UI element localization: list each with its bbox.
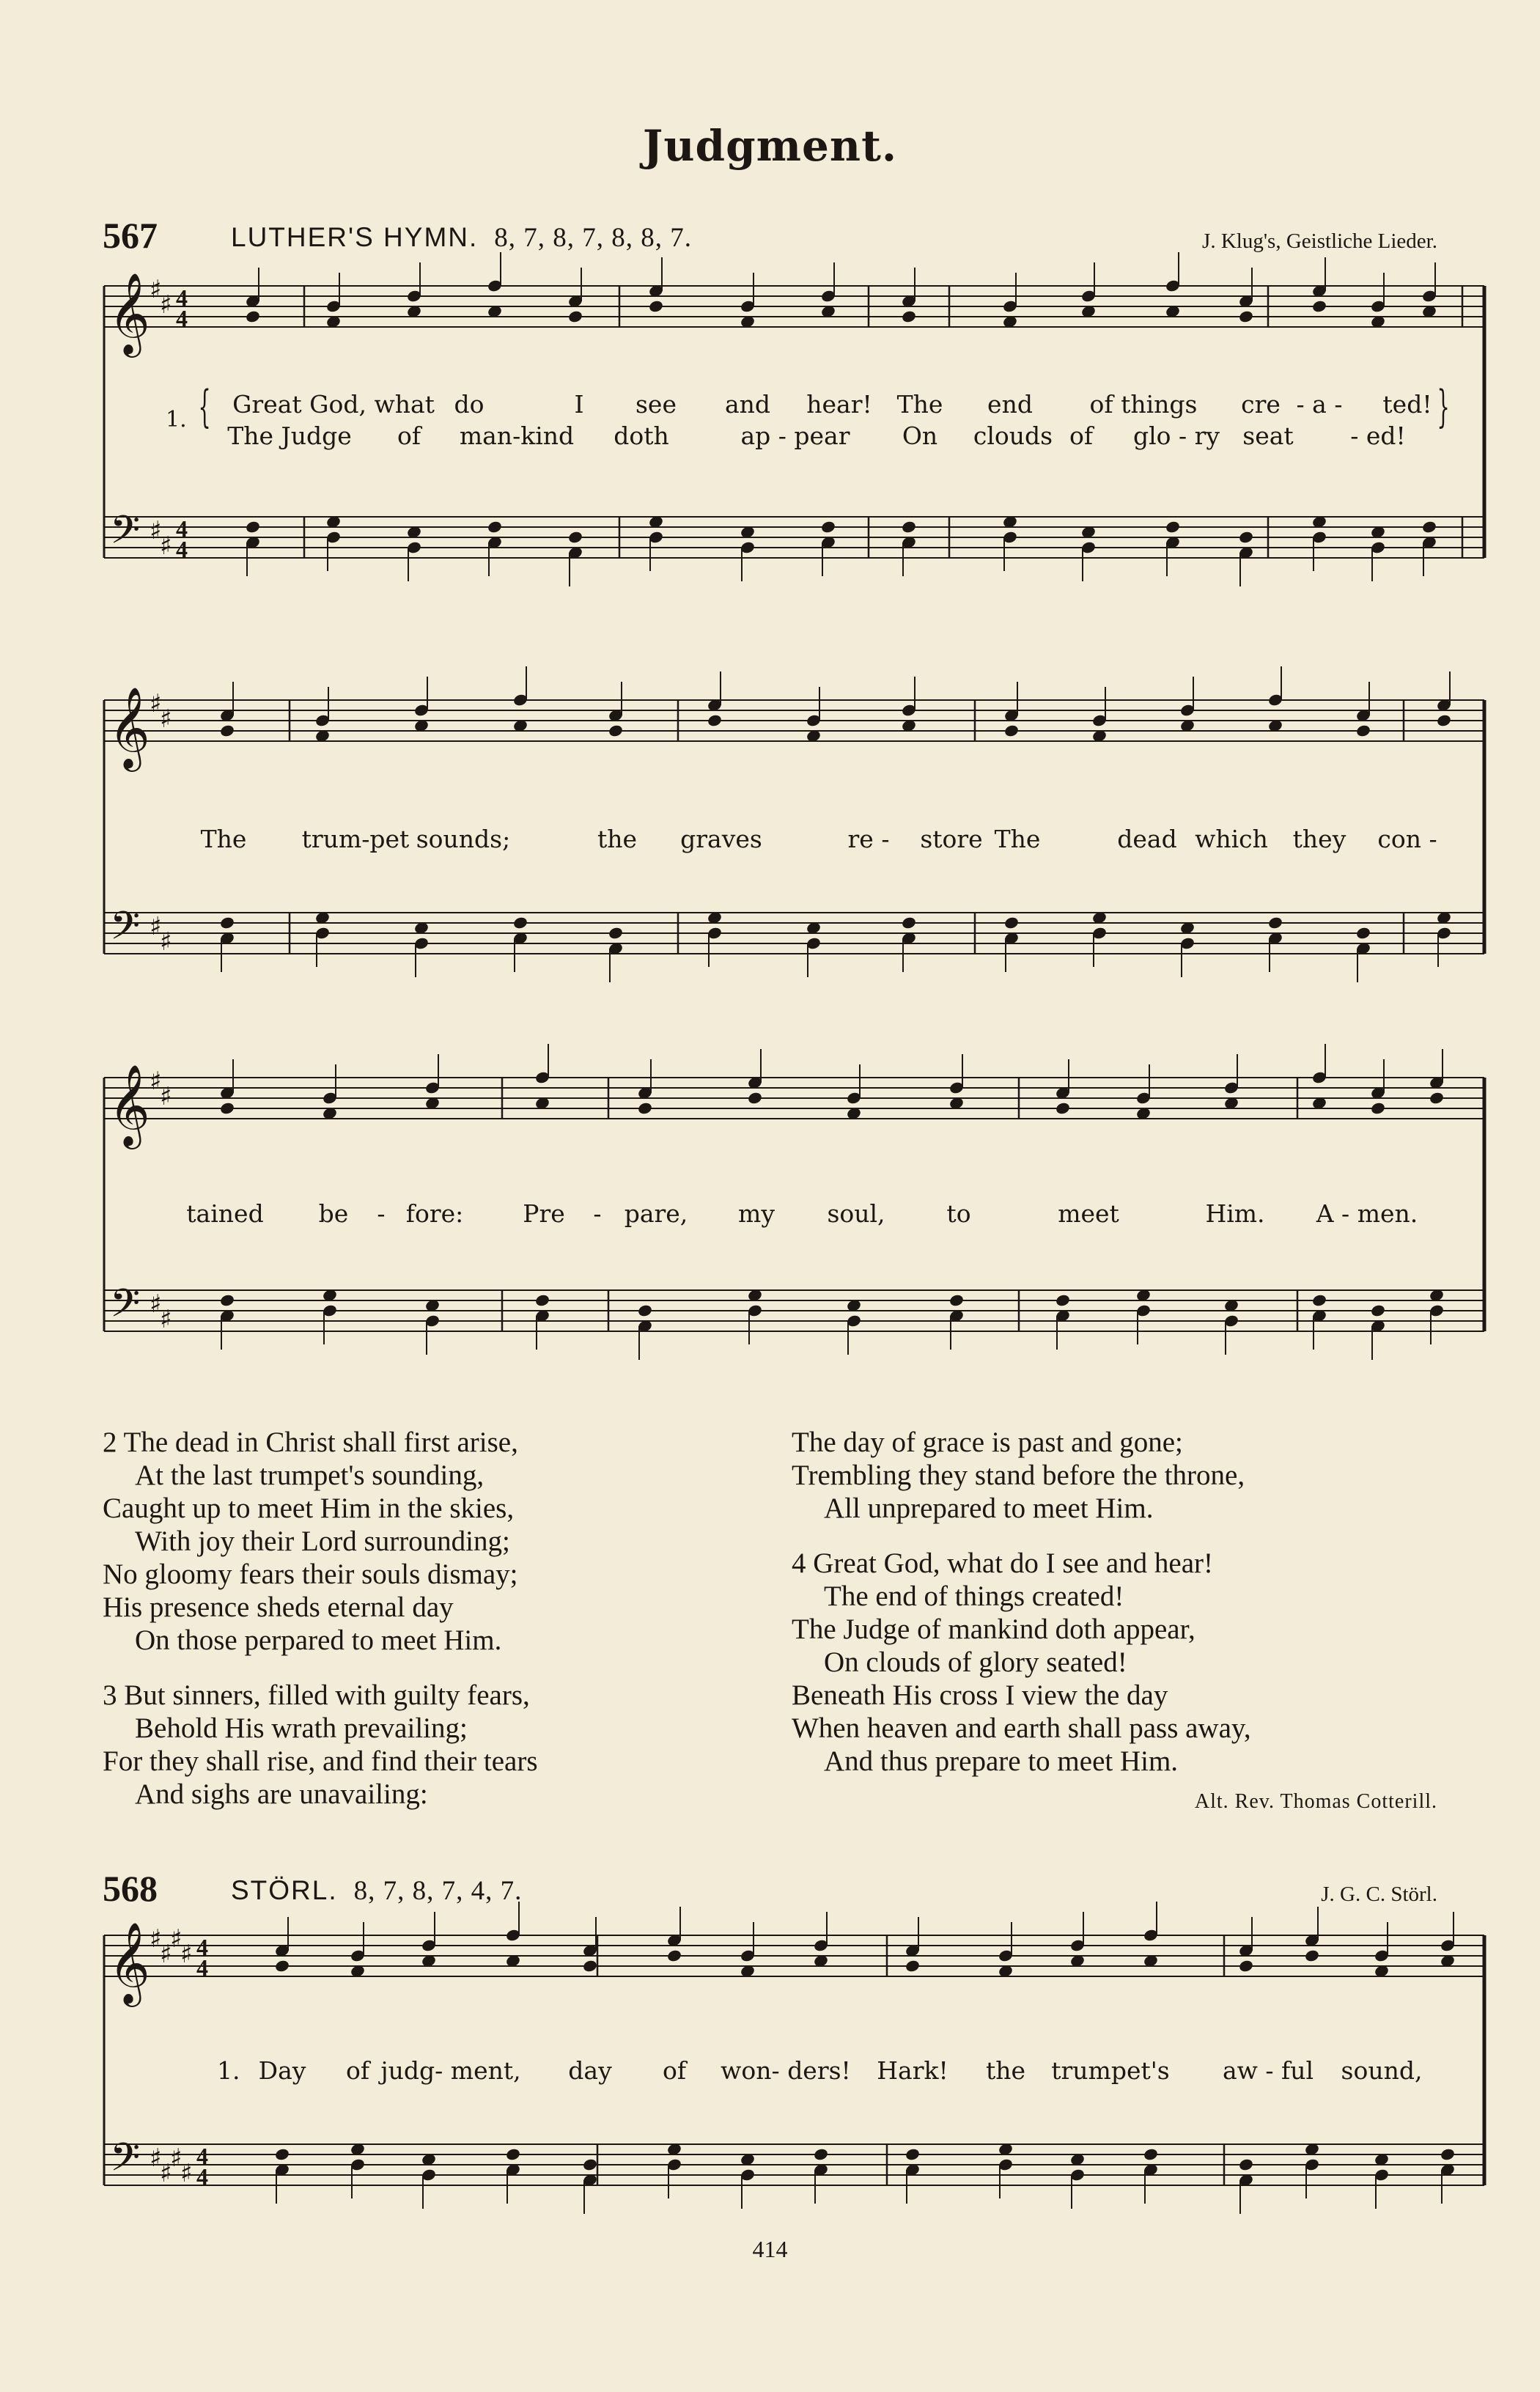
verse-brace-open: { (198, 381, 211, 433)
lyric-syllable: The (896, 390, 943, 419)
verse-number: 1. (217, 2056, 240, 2085)
note-head (901, 520, 917, 534)
tune-title: LUTHER'S HYMN. (231, 222, 479, 252)
note-head (1436, 713, 1452, 727)
lyric-syllable: my (738, 1199, 775, 1228)
note-head (1311, 1293, 1327, 1307)
lyric-syllable: sound, (1341, 2056, 1423, 2085)
note-head (567, 530, 583, 544)
note-head (1238, 530, 1254, 544)
verse-gap (103, 1657, 538, 1679)
lyric-syllable: con - (1377, 825, 1437, 853)
lyric-syllable: I (574, 390, 584, 419)
page-title: Judgment. (642, 121, 898, 171)
bass-clef-icon: 𝄢 (110, 508, 141, 562)
note-head (534, 1293, 550, 1307)
verse-line: At the last trumpet's sounding, (135, 1460, 485, 1491)
verse-line: No gloomy fears their souls dismay; (103, 1559, 518, 1590)
lyric-syllable: tained (186, 1199, 264, 1228)
lyric-syllable: ap - pear (740, 422, 850, 450)
note-head (505, 2147, 521, 2161)
lyric-syllable: which (1195, 825, 1268, 853)
lyric-syllable: A - men. (1316, 1199, 1418, 1228)
lyric-syllable: The (994, 825, 1041, 853)
verse-line: All unprepared to meet Him. (824, 1493, 1154, 1524)
note-head (637, 1101, 653, 1115)
lyric-syllable: - (593, 1199, 602, 1228)
note-head (637, 1303, 653, 1317)
sharp-icon: ♯ (180, 2159, 193, 2188)
lyric-syllable: ted! (1382, 390, 1432, 419)
verse-brace-close: } (1437, 381, 1450, 433)
verse-line: With joy their Lord surrounding; (135, 1526, 510, 1557)
note-head (582, 1959, 598, 1973)
note-head (820, 520, 836, 534)
verse-column-left (103, 1426, 538, 1811)
lyric-syllable: On (902, 422, 938, 450)
verse-line: The day of grace is past and gone; (792, 1427, 1183, 1458)
note-head (1238, 1959, 1254, 1973)
verse-line: 3 But sinners, filled with guilty fears, (103, 1679, 530, 1711)
verse-line: When heaven and earth shall pass away, (792, 1712, 1251, 1744)
lyric-syllable: hear! (806, 390, 872, 419)
note-head (1304, 1948, 1320, 1962)
verse-column-right (792, 1426, 1251, 1778)
sharp-icon: ♯ (160, 1082, 172, 1111)
lyric-syllable: the (597, 825, 638, 853)
page-number: 414 (752, 2236, 788, 2262)
time-signature-top: 4 (176, 515, 188, 542)
lyric-syllable: they (1292, 825, 1346, 853)
time-signature-top: 4 (196, 2143, 208, 2169)
composer-credit: J. G. C. Störl. (1321, 1883, 1437, 1906)
time-signature-top: 4 (176, 284, 188, 311)
lyric-syllable: and (724, 390, 771, 419)
lyric-syllable: seat (1242, 422, 1294, 450)
note-head (582, 2157, 598, 2171)
treble-clef-icon: 𝄞 (108, 272, 150, 354)
lyric-syllable: - ed! (1350, 422, 1406, 450)
time-signature-bottom: 4 (196, 2163, 208, 2190)
time-signature-bottom: 4 (176, 305, 188, 331)
tune-name (231, 1875, 522, 1907)
sharp-icon: ♯ (160, 704, 172, 734)
sharp-icon: ♯ (160, 290, 172, 320)
note-head (905, 1959, 921, 1973)
lyric-syllable: doth (614, 422, 669, 450)
note-head (1370, 1303, 1386, 1317)
note-head (747, 1091, 763, 1105)
note-head (245, 520, 261, 534)
note-head (1165, 520, 1181, 534)
hymn-568-header (103, 1866, 1437, 1910)
sharp-icon: ♯ (160, 2159, 172, 2188)
note-head (1355, 926, 1371, 940)
note-head (274, 1959, 290, 1973)
composer-credit: J. Klug's, Geistliche Lieder. (1202, 229, 1437, 253)
note-head (901, 916, 917, 930)
note-head (1055, 1101, 1071, 1115)
lyric-syllable: dead (1117, 825, 1177, 853)
sharp-icon: ♯ (150, 1067, 162, 1096)
verse-line: The Judge of mankind doth appear, (792, 1613, 1195, 1645)
verse-number: 1. (166, 407, 187, 433)
sharp-icon: ♯ (150, 689, 162, 718)
lyric-syllable: graves (680, 825, 762, 853)
verse-line: His presence sheds eternal day (103, 1591, 454, 1623)
note-head (1370, 1101, 1386, 1115)
verse-line: The end of things created! (824, 1580, 1124, 1612)
bass-clef-icon: 𝄢 (110, 1281, 141, 1336)
lyric-syllable: clouds (973, 422, 1053, 450)
verse-line: 4 Great God, what do I see and hear! (792, 1548, 1214, 1579)
note-head (219, 916, 235, 930)
lyric-syllable: won- ders! (721, 2056, 851, 2085)
lyric-syllable: sounds; (416, 825, 511, 853)
note-head (901, 309, 917, 323)
sharp-icon: ♯ (170, 1924, 183, 1954)
note-head (813, 2147, 829, 2161)
time-signature-top: 4 (196, 1934, 208, 1960)
hymn-number: 568 (103, 1868, 158, 1909)
note-head (1238, 309, 1254, 323)
lyric-syllable: to (946, 1199, 971, 1228)
lyric-syllable: Day (258, 2056, 306, 2085)
lyric-syllable: man-kind (459, 422, 575, 450)
note-head (648, 299, 664, 313)
lyric-syllable: aw - ful (1222, 2056, 1314, 2085)
time-signature-bottom: 4 (176, 536, 188, 562)
sharp-icon: ♯ (160, 1940, 172, 1969)
sharp-icon: ♯ (150, 912, 162, 941)
note-head (219, 1293, 235, 1307)
lyric-syllable: pare, (624, 1199, 688, 1228)
treble-clef-icon: 𝄞 (108, 1921, 150, 2003)
lyric-syllable: trumpet's (1051, 2056, 1170, 2085)
sharp-icon: ♯ (150, 1924, 162, 1954)
note-head (948, 1293, 965, 1307)
lyric-syllable: of (1069, 422, 1094, 450)
lyric-syllable: re - (847, 825, 890, 853)
note-head (219, 1101, 235, 1115)
lyric-syllable: meet (1058, 1199, 1119, 1228)
note-head (1421, 520, 1437, 534)
lyric-syllable: Great God, what (232, 390, 435, 419)
verse-line: On those perpared to meet Him. (135, 1624, 502, 1656)
lyric-syllable: trum-pet (301, 825, 410, 853)
lyric-syllable: do (454, 390, 485, 419)
note-head (608, 724, 624, 737)
sharp-icon: ♯ (150, 2143, 162, 2173)
sharp-icon: ♯ (160, 927, 172, 957)
bass-clef-icon: 𝄢 (110, 904, 141, 958)
note-head (608, 926, 624, 940)
sharp-icon: ♯ (150, 1289, 162, 1319)
bass-clef-icon: 𝄢 (110, 2135, 141, 2190)
hymn-meter: 8, 7, 8, 7, 8, 8, 7. (494, 223, 693, 253)
sharp-icon: ♯ (160, 1305, 172, 1334)
lyric-syllable: of (345, 2056, 370, 2085)
sharp-icon: ♯ (150, 275, 162, 304)
lyric-syllable: end (987, 390, 1033, 419)
lyric-syllable: judg- ment, (380, 2056, 521, 2085)
lyric-syllable: - (377, 1199, 386, 1228)
note-head (1003, 916, 1020, 930)
tune-title: STÖRL. (231, 1875, 338, 1905)
note-head (274, 2147, 290, 2161)
lyric-syllable: of (397, 422, 421, 450)
verse-line: Beneath His cross I view the day (792, 1679, 1168, 1711)
verse-gap (792, 1525, 1251, 1547)
text-attribution: Alt. Rev. Thomas Cotterill. (1194, 1790, 1437, 1813)
lyric-syllable: cre (1241, 390, 1281, 419)
sharp-icon: ♯ (160, 531, 172, 561)
note-head (245, 309, 261, 323)
lyric-syllable: The Judge (227, 422, 352, 450)
lyric-syllable: be (318, 1199, 349, 1228)
note-head (666, 1948, 682, 1962)
lyric-syllable: glo - ry (1132, 422, 1220, 450)
note-head (1429, 1091, 1445, 1105)
verse-line: And sighs are unavailing: (135, 1778, 428, 1810)
verse-line: Behold His wrath prevailing; (135, 1712, 468, 1744)
lyric-syllable: store (920, 825, 983, 853)
lyric-syllable: of (662, 2056, 687, 2085)
note-head (512, 916, 528, 930)
note-head (1311, 299, 1327, 313)
time-signature-bottom: 4 (196, 1954, 208, 1981)
lyric-syllable: soul, (827, 1199, 885, 1228)
hymn-number: 567 (103, 215, 158, 256)
note-head (1055, 1293, 1071, 1307)
note-head (567, 309, 583, 323)
note-head (1440, 2147, 1456, 2161)
lyric-syllable: Pre (523, 1199, 565, 1228)
lyric-syllable: day (568, 2056, 612, 2085)
verse-line: For they shall rise, and find their tears (103, 1745, 538, 1777)
lyric-syllable: of things (1089, 390, 1198, 419)
lyric-syllable: fore: (405, 1199, 464, 1228)
note-head (219, 724, 235, 737)
verse-line: Caught up to meet Him in the skies, (103, 1493, 515, 1524)
lyric-syllable: the (985, 2056, 1026, 2085)
sharp-icon: ♯ (180, 1940, 193, 1969)
hymn-meter: 8, 7, 8, 7, 4, 7. (353, 1876, 523, 1906)
note-head (707, 713, 723, 727)
note-head (1355, 724, 1371, 737)
note-head (905, 2147, 921, 2161)
sharp-icon: ♯ (170, 2143, 183, 2173)
note-head (1238, 2157, 1254, 2171)
lyric-syllable: Him. (1205, 1199, 1265, 1228)
lyric-syllable: - a - (1296, 390, 1343, 419)
note-head (1267, 916, 1283, 930)
treble-clef-icon: 𝄞 (108, 1064, 150, 1146)
lyric-syllable: Hark! (877, 2056, 948, 2085)
treble-clef-icon: 𝄞 (108, 686, 150, 768)
verse-line: Trembling they stand before the throne, (792, 1460, 1245, 1491)
lyric-syllable: The (200, 825, 247, 853)
verse-line: And thus prepare to meet Him. (824, 1745, 1179, 1777)
lyric-syllable: see (635, 390, 677, 419)
note-head (487, 520, 503, 534)
verse-line: 2 The dead in Christ shall first arise, (103, 1427, 518, 1458)
note-head (1143, 2147, 1159, 2161)
note-head (1003, 724, 1020, 737)
verse-line: On clouds of glory seated! (824, 1646, 1127, 1678)
sharp-icon: ♯ (150, 516, 162, 545)
